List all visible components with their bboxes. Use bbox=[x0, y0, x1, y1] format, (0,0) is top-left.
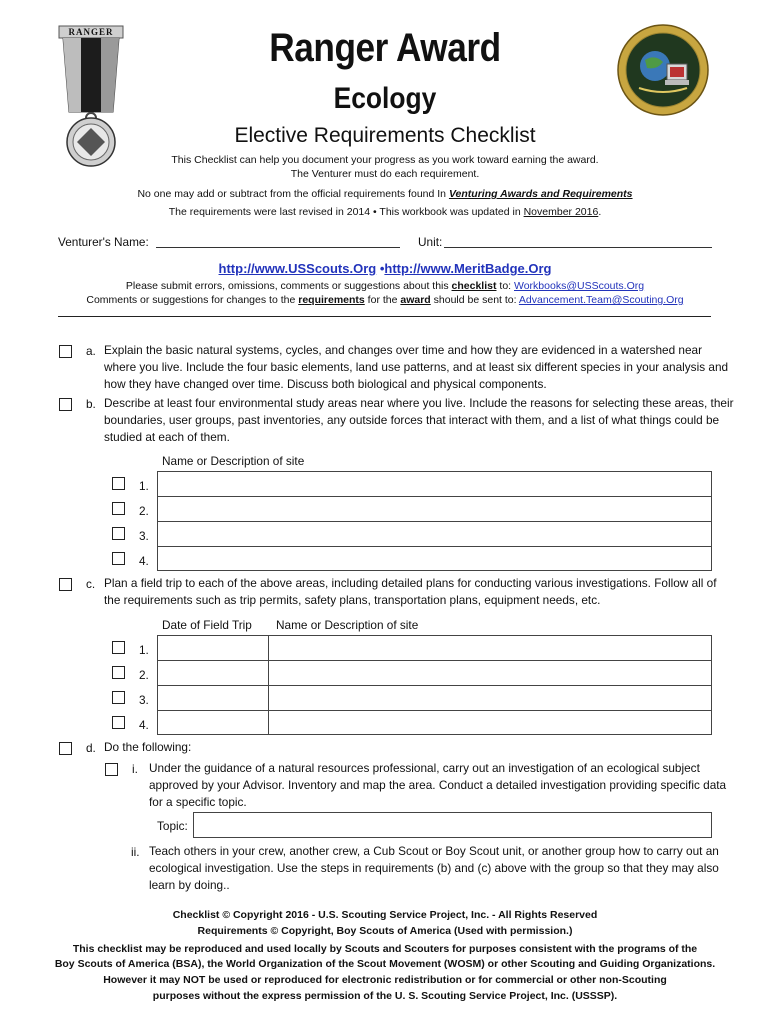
rule-prefix: No one may add or subtract from the official requirements found In bbox=[137, 188, 449, 200]
header-divider bbox=[58, 316, 711, 317]
req-c-trip-3-label: 3. bbox=[139, 693, 149, 707]
venturer-name-field[interactable] bbox=[156, 233, 400, 248]
checklist-title: Elective Requirements Checklist bbox=[234, 124, 536, 147]
row-divider bbox=[157, 710, 712, 711]
row-divider bbox=[157, 685, 712, 686]
req-b-column-header: Name or Description of site bbox=[162, 454, 305, 468]
req-c-trip-4-checkbox[interactable] bbox=[112, 716, 125, 729]
topic-label: Topic: bbox=[157, 819, 188, 833]
footer-usage-3: However it may NOT be used or reproduced for electronic redistribution or for commercial or other non-Scouting bbox=[103, 974, 667, 986]
req-d-i-text-3: for a specific topic. bbox=[149, 795, 247, 809]
footer-usage-4: purposes without the express permission of the U. S. Scouting Service Project, Inc. (USSSP). bbox=[152, 990, 618, 1002]
req-d-text: Do the following: bbox=[104, 740, 192, 754]
row-divider bbox=[157, 546, 712, 547]
rule-line bbox=[0, 187, 770, 201]
req-c-trip-2-label: 2. bbox=[139, 668, 149, 682]
req-c-column-date: Date of Field Trip bbox=[162, 618, 252, 632]
unit-field[interactable] bbox=[444, 233, 712, 248]
req-b-text-2: boundaries, user groups, past inventories, any outside forces that interact with them, and a list of what things could be bbox=[104, 413, 720, 427]
errors-line bbox=[0, 279, 770, 293]
req-c-trip-2-checkbox[interactable] bbox=[112, 666, 125, 679]
req-d-i-text-2: approved by your Advisor. Inventory and map the area. Conduct a detailed investigation providing specific data bbox=[149, 778, 727, 792]
req-d-ii-label: ii. bbox=[131, 845, 140, 859]
medal-label: RANGER bbox=[68, 27, 114, 37]
workbooks-email-link[interactable]: Workbooks@USScouts.Org bbox=[514, 280, 645, 292]
link-separator: • bbox=[376, 261, 385, 276]
req-b-site-1-label: 1. bbox=[139, 479, 149, 493]
req-a-label: a. bbox=[86, 344, 96, 358]
req-d-ii-text-3: learn by doing.. bbox=[149, 878, 230, 892]
row-divider bbox=[157, 660, 712, 661]
req-d-label: d. bbox=[86, 741, 96, 755]
advancement-email-link[interactable]: Advancement.Team@Scouting.Org bbox=[518, 294, 684, 306]
comments-mid2: should be sent to: bbox=[430, 294, 519, 306]
page-subtitle: Ecology bbox=[333, 82, 437, 115]
footer-usage-2: Boy Scouts of America (BSA), the World Organization of the Scout Movement (WOSM) or other Scouting and Guiding Organizations. bbox=[54, 958, 716, 970]
intro-line-2: The Venturer must do each requirement. bbox=[290, 168, 480, 180]
req-c-checkbox[interactable] bbox=[59, 578, 72, 591]
revised-line bbox=[0, 205, 770, 219]
req-c-trip-1-checkbox[interactable] bbox=[112, 641, 125, 654]
footer-copyright-1: Checklist © Copyright 2016 - U.S. Scouting Service Project, Inc. - All Rights Reserved bbox=[172, 909, 598, 921]
errors-mid: to: bbox=[496, 280, 514, 292]
req-c-text-2: the requirements such as trip permits, safety plans, transportation plans, equipment needs, etc. bbox=[104, 593, 601, 607]
req-a-checkbox[interactable] bbox=[59, 345, 72, 358]
errors-prefix: Please submit errors, omissions, comments or suggestions about this bbox=[125, 280, 452, 292]
req-c-label: c. bbox=[86, 577, 96, 591]
req-c-trip-4-label: 4. bbox=[139, 718, 149, 732]
req-c-trip-3-checkbox[interactable] bbox=[112, 691, 125, 704]
req-d-i-checkbox[interactable] bbox=[105, 763, 118, 776]
comments-word-requirements: requirements bbox=[298, 294, 365, 306]
errors-word: checklist bbox=[451, 280, 497, 292]
req-b-site-3-label: 3. bbox=[139, 529, 149, 543]
comments-prefix: Comments or suggestions for changes to the bbox=[86, 294, 299, 306]
revised-date: November 2016 bbox=[523, 206, 599, 218]
req-a-text-2: where you live. Include the four basic elements, land use patterns, and at least six different species in your analysis and bbox=[104, 360, 729, 374]
comments-line bbox=[0, 293, 770, 307]
req-b-site-2-checkbox[interactable] bbox=[112, 502, 125, 515]
revised-prefix: The requirements were last revised in 2014 • This workbook was updated in bbox=[168, 206, 524, 218]
req-c-text-1: Plan a field trip to each of the above areas, including detailed plans for conducting various investigations. Follow all of bbox=[104, 576, 717, 590]
req-d-i-text-1: Under the guidance of a natural resources professional, carry out an investigation of an ecological subject bbox=[149, 761, 700, 775]
req-c-column-site: Name or Description of site bbox=[276, 618, 419, 632]
req-b-label: b. bbox=[86, 397, 96, 411]
intro-line-1: This Checklist can help you document your progress as you work toward earning the award. bbox=[171, 154, 599, 166]
unit-label: Unit: bbox=[418, 235, 443, 249]
comments-word-award: award bbox=[400, 294, 431, 306]
req-b-text-3: studied at each of them. bbox=[104, 430, 230, 444]
usscouts-link[interactable]: http://www.USScouts.Org bbox=[218, 261, 377, 276]
req-d-ii-text-2: ecological investigation. Use the steps in requirements (b) and (c) above with the group so that they may also bbox=[149, 861, 719, 875]
req-d-i-label: i. bbox=[132, 762, 138, 776]
req-a-text-1: Explain the basic natural systems, cycles, and changes over time and how they are evidenced in a watershed near bbox=[104, 343, 703, 357]
row-divider bbox=[157, 496, 712, 497]
req-b-site-4-checkbox[interactable] bbox=[112, 552, 125, 565]
topic-field[interactable] bbox=[193, 812, 712, 838]
req-c-trip-1-label: 1. bbox=[139, 643, 149, 657]
req-a-text-3: how they have changed over time. Discuss both biological and physical components. bbox=[104, 377, 547, 391]
footer-copyright-2: Requirements © Copyright, Boy Scouts of America (Used with permission.) bbox=[197, 925, 573, 937]
req-d-ii-text-1: Teach others in your crew, another crew, a Cub Scout or Boy Scout unit, or another group how to carry out an bbox=[149, 844, 719, 858]
website-links bbox=[0, 261, 770, 276]
req-b-site-3-checkbox[interactable] bbox=[112, 527, 125, 540]
req-b-text-1: Describe at least four environmental study areas near where you live. Include the reasons for selecting these areas, their bbox=[104, 396, 734, 410]
rule-book: Venturing Awards and Requirements bbox=[448, 188, 633, 200]
req-b-site-1-checkbox[interactable] bbox=[112, 477, 125, 490]
comments-mid: for the bbox=[364, 294, 401, 306]
req-d-checkbox[interactable] bbox=[59, 742, 72, 755]
revised-suffix: . bbox=[598, 206, 602, 218]
venturer-name-label: Venturer's Name: bbox=[58, 235, 149, 249]
req-b-checkbox[interactable] bbox=[59, 398, 72, 411]
req-b-site-4-label: 4. bbox=[139, 554, 149, 568]
req-b-site-2-label: 2. bbox=[139, 504, 149, 518]
footer-usage-1: This checklist may be reproduced and used locally by Scouts and Scouters for purposes consistent with the programs of the bbox=[72, 943, 698, 955]
meritbadge-link[interactable]: http://www.MeritBadge.Org bbox=[384, 261, 552, 276]
row-divider bbox=[157, 521, 712, 522]
page-title: Ranger Award bbox=[269, 26, 501, 70]
